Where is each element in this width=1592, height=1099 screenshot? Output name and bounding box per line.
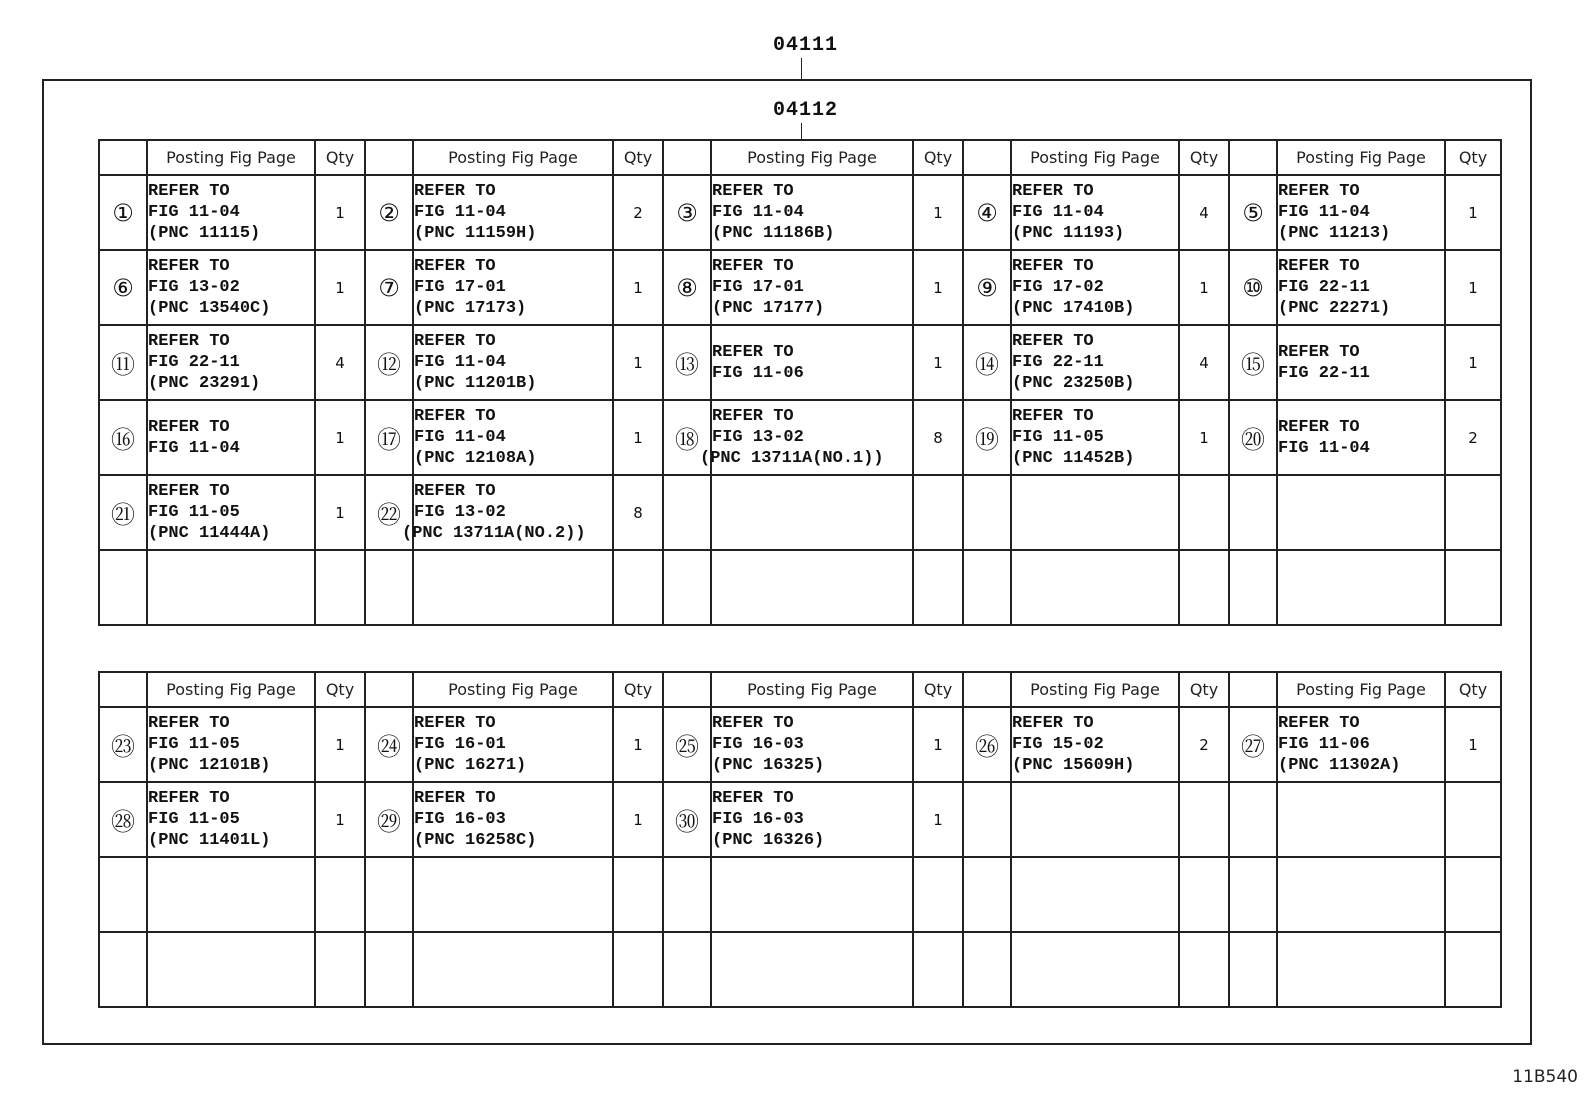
posting-reference	[711, 250, 913, 325]
reference-line: (PNC 16258C)	[414, 831, 537, 850]
reference-line: (PNC 11444A)	[148, 524, 271, 543]
quantity: 1	[1445, 325, 1501, 400]
quantity: 4	[315, 325, 365, 400]
reference-line: REFER TO	[414, 482, 496, 501]
item-number: ①	[99, 175, 147, 250]
reference-line: REFER TO	[712, 257, 794, 276]
header-num-cell	[1229, 140, 1277, 175]
reference-line: REFER TO	[1278, 257, 1360, 276]
quantity	[1445, 932, 1501, 1007]
quantity	[315, 932, 365, 1007]
reference-line: REFER TO	[148, 714, 230, 733]
posting-reference	[1277, 782, 1445, 857]
posting-reference	[1277, 857, 1445, 932]
header-qty: Qty	[913, 140, 963, 175]
posting-reference	[1011, 250, 1179, 325]
header-num-cell	[963, 140, 1011, 175]
reference-line: REFER TO	[148, 482, 230, 501]
reference-line: FIG 22-11	[1278, 278, 1370, 297]
reference-line: FIG 16-03	[712, 735, 804, 754]
reference-line: REFER TO	[414, 407, 496, 426]
quantity: 1	[1179, 400, 1229, 475]
quantity	[913, 550, 963, 625]
reference-line: REFER TO	[1012, 714, 1094, 733]
reference-line: (PNC 11159H)	[414, 224, 537, 243]
quantity: 1	[315, 175, 365, 250]
quantity: 1	[315, 782, 365, 857]
reference-line: FIG 16-01	[414, 735, 506, 754]
reference-line: FIG 15-02	[1012, 735, 1104, 754]
reference-line: REFER TO	[414, 257, 496, 276]
table-row	[99, 707, 1501, 782]
posting-reference	[1277, 707, 1445, 782]
posting-reference	[1011, 857, 1179, 932]
item-number: ⑳	[1229, 400, 1277, 475]
item-number: ⑩	[1229, 250, 1277, 325]
quantity: 1	[913, 325, 963, 400]
table-row	[99, 325, 1501, 400]
header-num-cell	[1229, 672, 1277, 707]
inner-assembly-label: 04112	[773, 99, 839, 122]
table-row	[99, 400, 1501, 475]
quantity: 1	[613, 707, 663, 782]
posting-reference	[700, 400, 913, 475]
header-qty: Qty	[315, 672, 365, 707]
posting-reference	[711, 782, 913, 857]
item-number: ⑦	[365, 250, 413, 325]
reference-line: (PNC 17173)	[414, 299, 527, 318]
quantity: 1	[613, 782, 663, 857]
posting-reference	[402, 475, 613, 550]
reference-line: FIG 11-05	[148, 503, 240, 522]
posting-reference	[413, 175, 613, 250]
item-number	[1229, 782, 1277, 857]
quantity: 2	[613, 175, 663, 250]
quantity	[613, 932, 663, 1007]
posting-reference	[147, 325, 315, 400]
item-number: ㉓	[99, 707, 147, 782]
posting-reference	[147, 250, 315, 325]
reference-line: (PNC 23291)	[148, 374, 261, 393]
reference-line: (PNC 13711A(NO.1))	[700, 449, 884, 468]
reference-line: FIG 22-11	[1278, 363, 1370, 383]
header-posting-fig-page: Posting Fig Page	[413, 140, 613, 175]
reference-line: FIG 13-02	[712, 428, 804, 447]
item-number: ④	[963, 175, 1011, 250]
header-num-cell	[963, 672, 1011, 707]
item-number: ⑬	[663, 325, 711, 400]
posting-reference	[711, 475, 913, 550]
posting-reference	[413, 550, 613, 625]
quantity: 1	[913, 707, 963, 782]
quantity	[1445, 782, 1501, 857]
reference-line: FIG 17-01	[414, 278, 506, 297]
quantity: 1	[613, 250, 663, 325]
posting-reference	[711, 550, 913, 625]
quantity: 1	[1445, 175, 1501, 250]
item-number: ⑤	[1229, 175, 1277, 250]
header-posting-fig-page: Posting Fig Page	[147, 672, 315, 707]
posting-reference	[147, 175, 315, 250]
table-row	[99, 857, 1501, 932]
reference-line: REFER TO	[148, 332, 230, 351]
quantity: 1	[913, 250, 963, 325]
posting-reference	[1011, 782, 1179, 857]
quantity	[913, 857, 963, 932]
quantity: 4	[1179, 175, 1229, 250]
reference-line: REFER TO	[712, 407, 794, 426]
reference-line: REFER TO	[414, 789, 496, 808]
item-number: ③	[663, 175, 711, 250]
reference-line: FIG 11-04	[1278, 203, 1370, 222]
reference-line: FIG 11-04	[712, 203, 804, 222]
posting-reference	[1011, 325, 1179, 400]
item-number	[1229, 475, 1277, 550]
item-number: ㉒	[365, 475, 413, 550]
item-number: ⑮	[1229, 325, 1277, 400]
reference-line: (PNC 11115)	[148, 224, 261, 243]
reference-line: REFER TO	[1278, 342, 1360, 362]
reference-line: (PNC 17177)	[712, 299, 825, 318]
quantity: 2	[1445, 400, 1501, 475]
header-posting-fig-page: Posting Fig Page	[147, 140, 315, 175]
quantity	[1179, 932, 1229, 1007]
posting-reference	[1277, 400, 1445, 475]
item-number: ⑰	[365, 400, 413, 475]
quantity: 1	[315, 475, 365, 550]
figure-code: 11B540	[1512, 1067, 1578, 1087]
reference-line: FIG 17-01	[712, 278, 804, 297]
header-posting-fig-page: Posting Fig Page	[711, 672, 913, 707]
header-posting-fig-page: Posting Fig Page	[1277, 672, 1445, 707]
reference-line: REFER TO	[148, 417, 230, 437]
quantity	[1445, 550, 1501, 625]
reference-line: (PNC 13540C)	[148, 299, 271, 318]
quantity: 1	[913, 782, 963, 857]
posting-reference	[147, 782, 315, 857]
posting-reference	[1011, 475, 1179, 550]
reference-line: (PNC 11401L)	[148, 831, 271, 850]
reference-line: REFER TO	[1012, 257, 1094, 276]
reference-line: REFER TO	[414, 714, 496, 733]
header-qty: Qty	[1179, 672, 1229, 707]
posting-reference	[1277, 932, 1445, 1007]
posting-reference	[413, 857, 613, 932]
item-number: ⑨	[963, 250, 1011, 325]
item-number	[365, 857, 413, 932]
posting-reference	[1011, 175, 1179, 250]
posting-reference	[413, 707, 613, 782]
table-row	[99, 175, 1501, 250]
header-qty: Qty	[1179, 140, 1229, 175]
header-num-cell	[663, 140, 711, 175]
item-number: ⑯	[99, 400, 147, 475]
item-number	[963, 932, 1011, 1007]
reference-line: REFER TO	[1012, 407, 1094, 426]
reference-line: REFER TO	[1278, 714, 1360, 733]
item-number	[365, 550, 413, 625]
quantity: 4	[1179, 325, 1229, 400]
reference-line: REFER TO	[1012, 182, 1094, 201]
item-number	[1229, 932, 1277, 1007]
posting-reference	[711, 175, 913, 250]
reference-line: REFER TO	[414, 332, 496, 351]
reference-line: FIG 13-02	[148, 278, 240, 297]
item-number: ㉖	[963, 707, 1011, 782]
quantity: 1	[1179, 250, 1229, 325]
reference-line: (PNC 16271)	[414, 756, 527, 775]
posting-reference	[413, 250, 613, 325]
item-number: ②	[365, 175, 413, 250]
reference-line: (PNC 12108A)	[414, 449, 537, 468]
item-number: ⑲	[963, 400, 1011, 475]
header-qty: Qty	[1445, 672, 1501, 707]
posting-reference	[413, 400, 613, 475]
item-number: ⑪	[99, 325, 147, 400]
reference-line: (PNC 11193)	[1012, 224, 1125, 243]
reference-line: (PNC 22271)	[1278, 299, 1391, 318]
posting-reference	[413, 325, 613, 400]
header-posting-fig-page: Posting Fig Page	[711, 140, 913, 175]
outer-assembly-label: 04111	[773, 34, 839, 57]
quantity: 1	[613, 400, 663, 475]
item-number	[963, 782, 1011, 857]
header-qty: Qty	[613, 672, 663, 707]
reference-line: FIG 11-04	[414, 203, 506, 222]
item-number	[963, 857, 1011, 932]
quantity	[913, 475, 963, 550]
header-posting-fig-page: Posting Fig Page	[413, 672, 613, 707]
posting-reference	[147, 400, 315, 475]
posting-reference	[147, 550, 315, 625]
reference-line: FIG 22-11	[148, 353, 240, 372]
reference-line: REFER TO	[1278, 417, 1360, 437]
item-number: ㉑	[99, 475, 147, 550]
header-num-cell	[365, 140, 413, 175]
item-number	[963, 475, 1011, 550]
item-number	[99, 550, 147, 625]
posting-reference	[1277, 550, 1445, 625]
header-row	[99, 140, 1501, 175]
reference-line: REFER TO	[712, 714, 794, 733]
reference-line: (PNC 15609H)	[1012, 756, 1135, 775]
quantity	[613, 550, 663, 625]
reference-line: (PNC 11452B)	[1012, 449, 1135, 468]
item-number: ⑫	[365, 325, 413, 400]
posting-reference	[711, 932, 913, 1007]
quantity: 1	[315, 707, 365, 782]
item-number	[963, 550, 1011, 625]
posting-reference	[413, 782, 613, 857]
header-num-cell	[663, 672, 711, 707]
posting-reference	[1011, 707, 1179, 782]
item-number: ㉗	[1229, 707, 1277, 782]
posting-reference	[1277, 325, 1445, 400]
inner-leader-line	[801, 123, 802, 139]
reference-line: REFER TO	[712, 789, 794, 808]
posting-reference	[711, 707, 913, 782]
reference-line: FIG 11-04	[1278, 438, 1370, 458]
item-number: ㉕	[663, 707, 711, 782]
posting-reference	[413, 932, 613, 1007]
reference-line: FIG 11-04	[148, 203, 240, 222]
posting-reference	[147, 932, 315, 1007]
quantity	[913, 932, 963, 1007]
posting-reference	[147, 475, 315, 550]
reference-line: REFER TO	[148, 182, 230, 201]
quantity: 1	[913, 175, 963, 250]
reference-line: REFER TO	[712, 342, 794, 362]
reference-line: FIG 11-04	[148, 438, 240, 458]
quantity: 1	[315, 250, 365, 325]
posting-reference	[1011, 400, 1179, 475]
reference-line: REFER TO	[148, 257, 230, 276]
item-number	[99, 857, 147, 932]
item-number	[99, 932, 147, 1007]
quantity	[1445, 475, 1501, 550]
reference-line: FIG 17-02	[1012, 278, 1104, 297]
header-qty: Qty	[1445, 140, 1501, 175]
posting-reference	[147, 707, 315, 782]
table-row	[99, 475, 1501, 550]
item-number	[663, 475, 711, 550]
quantity	[613, 857, 663, 932]
quantity: 2	[1179, 707, 1229, 782]
reference-line: (PNC 16325)	[712, 756, 825, 775]
table-row	[99, 782, 1501, 857]
header-num-cell	[99, 140, 147, 175]
item-number	[1229, 550, 1277, 625]
posting-reference	[711, 325, 913, 400]
quantity: 8	[913, 400, 963, 475]
item-number: ⑧	[663, 250, 711, 325]
reference-line: FIG 11-06	[1278, 735, 1370, 754]
item-number: ㉙	[365, 782, 413, 857]
header-row	[99, 672, 1501, 707]
table-row	[99, 550, 1501, 625]
posting-reference	[711, 857, 913, 932]
header-qty: Qty	[613, 140, 663, 175]
reference-line: REFER TO	[1012, 332, 1094, 351]
reference-line: (PNC 17410B)	[1012, 299, 1135, 318]
item-number	[663, 550, 711, 625]
header-qty: Qty	[315, 140, 365, 175]
outer-leader-line	[801, 58, 802, 79]
quantity: 1	[315, 400, 365, 475]
header-num-cell	[99, 672, 147, 707]
quantity	[1179, 782, 1229, 857]
item-number: ⑭	[963, 325, 1011, 400]
item-number	[1229, 857, 1277, 932]
parts-table-lower	[98, 671, 1502, 1008]
reference-line: (PNC 11302A)	[1278, 756, 1401, 775]
reference-line: (PNC 11186B)	[712, 224, 835, 243]
reference-line: FIG 11-05	[148, 735, 240, 754]
item-number: ⑱	[663, 400, 711, 475]
quantity	[315, 550, 365, 625]
reference-line: (PNC 11201B)	[414, 374, 537, 393]
quantity	[1179, 550, 1229, 625]
header-posting-fig-page: Posting Fig Page	[1277, 140, 1445, 175]
table-row	[99, 250, 1501, 325]
reference-line: (PNC 23250B)	[1012, 374, 1135, 393]
reference-line: (PNC 13711A(NO.2))	[402, 524, 586, 543]
quantity	[1179, 857, 1229, 932]
reference-line: REFER TO	[414, 182, 496, 201]
reference-line: REFER TO	[712, 182, 794, 201]
quantity	[1179, 475, 1229, 550]
reference-line: FIG 11-04	[1012, 203, 1104, 222]
reference-line: (PNC 16326)	[712, 831, 825, 850]
posting-reference	[147, 857, 315, 932]
item-number	[663, 857, 711, 932]
parts-table-upper	[98, 139, 1502, 626]
item-number	[365, 932, 413, 1007]
header-posting-fig-page: Posting Fig Page	[1011, 140, 1179, 175]
reference-line: FIG 22-11	[1012, 353, 1104, 372]
posting-reference	[1277, 175, 1445, 250]
header-qty: Qty	[913, 672, 963, 707]
reference-line: FIG 11-06	[712, 363, 804, 383]
quantity: 1	[613, 325, 663, 400]
item-number: ⑥	[99, 250, 147, 325]
item-number: ㉘	[99, 782, 147, 857]
quantity	[315, 857, 365, 932]
reference-line: FIG 13-02	[414, 503, 506, 522]
reference-line: FIG 11-05	[1012, 428, 1104, 447]
reference-line: FIG 11-04	[414, 353, 506, 372]
quantity: 1	[1445, 707, 1501, 782]
posting-reference	[1011, 932, 1179, 1007]
reference-line: FIG 16-03	[712, 810, 804, 829]
posting-reference	[1277, 475, 1445, 550]
posting-reference	[1011, 550, 1179, 625]
reference-line: REFER TO	[148, 789, 230, 808]
quantity: 8	[613, 475, 663, 550]
item-number: ㉔	[365, 707, 413, 782]
reference-line: REFER TO	[1278, 182, 1360, 201]
header-num-cell	[365, 672, 413, 707]
quantity: 1	[1445, 250, 1501, 325]
item-number: ㉚	[663, 782, 711, 857]
reference-line: (PNC 11213)	[1278, 224, 1391, 243]
reference-line: FIG 16-03	[414, 810, 506, 829]
reference-line: (PNC 12101B)	[148, 756, 271, 775]
posting-reference	[1277, 250, 1445, 325]
header-posting-fig-page: Posting Fig Page	[1011, 672, 1179, 707]
reference-line: FIG 11-05	[148, 810, 240, 829]
quantity	[1445, 857, 1501, 932]
reference-line: FIG 11-04	[414, 428, 506, 447]
item-number	[663, 932, 711, 1007]
table-row	[99, 932, 1501, 1007]
